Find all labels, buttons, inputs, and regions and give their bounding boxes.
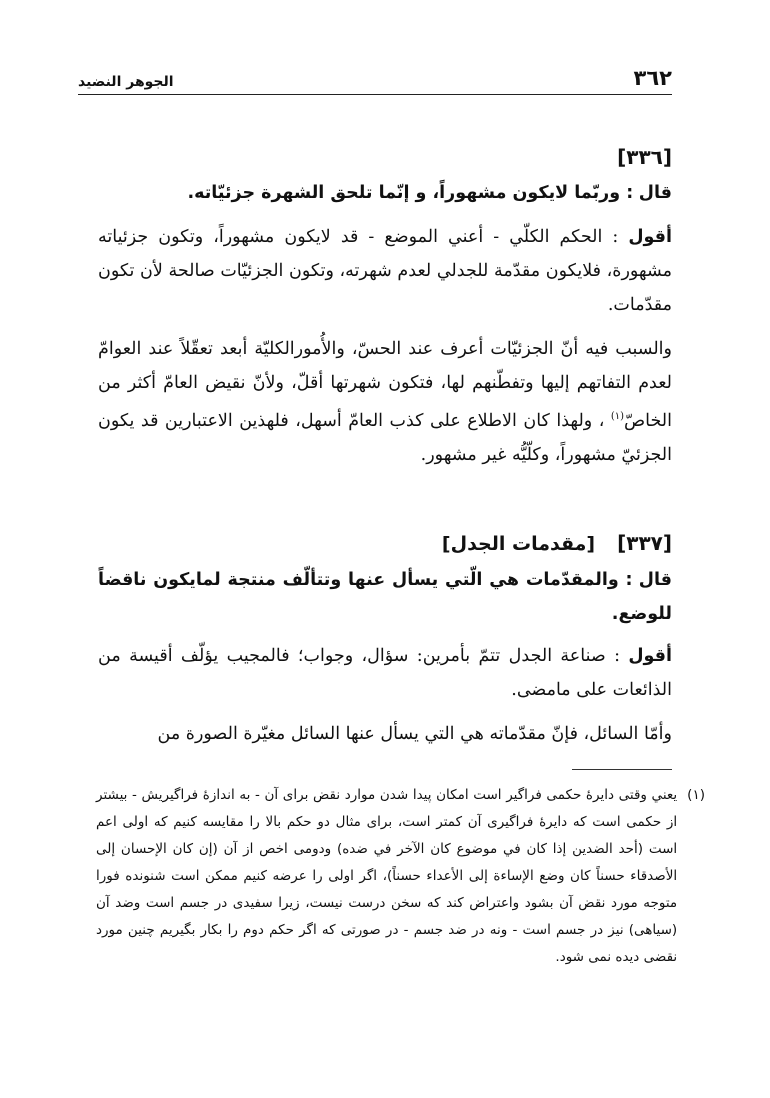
section-number: [٣٣٧]: [617, 531, 672, 555]
qala-label: قال: [638, 570, 672, 590]
section-heading: [98, 526, 672, 561]
continuation-text: وأمّا السائل، فإنّ مقدّماته هي التي يسأل عنها السائل مغيّرة الصورة من: [157, 724, 672, 744]
footnote-text: يعني وقتى دايرهٔ حكمى فراگير است امكان پيدا شدن موارد نقض براى آن - به اندازهٔ فراگيريش - بيشتر از حكمى است كه دايرهٔ فراگيرى آن كمتر است، براى مثال دو حكم بالا را مقايسه كنيم كه اولى اعم است (أحد الضدين إذا كان في موضوع كان الآخر في ضده) ودومى اخص از آن (إن كان الإحسان إلى الأصدقاء حسناً كان وضع الإساءة إلى الأعداء حسناً)، اگر اولى را عرضه كنيم ممكن است شنونده فورا متوجه مورد نقض آن بشود واعتراض كند كه سخن درست نيست، زيرا سفيدى در جسم است وضد آن (سياهى) نيز در جسم است - ونه در ضد جسم - در صورتى كه اگر حكم دوم را بكار بگيريم چنين مورد نقضى ديده نمى شود.: [96, 787, 678, 965]
matn-text: : والمقدّمات هي الّتي يسأل عنها وتتألّف منتجة لمايكون ناقضاً للوضع.: [98, 570, 672, 624]
section-number: [٣٣٦]: [617, 145, 672, 169]
matn-paragraph: [98, 176, 672, 210]
commentary-paragraph: [98, 639, 672, 707]
page-number: ٣٦٢: [633, 66, 672, 90]
commentary-text: : الحكم الكلّي - أعني الموضع - قد لايكون مشهوراً، وتكون جزئياته مشهورة، فلايكون مقدّمة للجدلي لعدم شهرته، وتكون الجزئيّات صالحة لأن تكون مقدّمات.: [98, 227, 672, 315]
section-336: [98, 140, 672, 472]
explanation-text-part1: والسبب فيه أنّ الجزئيّات أعرف عند الحسّ، والأُمورالكليّة أبعد تعقّلاً عند العوامّ لعدم التفاتهم إليها وتفطّنهم لها، فتكون شهرتها أقلّ، ولأنّ نقيض العامّ أكثر من الخاصّ: [98, 339, 672, 431]
explanation-text-part2: ، ولهذا كان الاطلاع على كذب العامّ أسهل، فلهذين الاعتبارين قد يكون الجزئيّ مشهوراً، وكلّيُّه غير مشهور.: [98, 410, 672, 465]
explanation-paragraph: [98, 332, 672, 472]
page-header: [78, 62, 672, 95]
footnote-divider: [572, 769, 672, 770]
matn-paragraph: [98, 563, 672, 631]
qala-label: قال: [638, 183, 672, 203]
aqulu-label: أقول: [628, 646, 672, 666]
section-337: [98, 526, 672, 751]
footnote-marker: (١): [687, 787, 705, 803]
footnote: [96, 782, 705, 971]
commentary-text: : صناعة الجدل تتمّ بأمرين: سؤال، وجواب؛ فالمجيب يؤلّف أقيسة من الذائعات على مامضى.: [98, 646, 672, 700]
running-title: الجوهر النضيد: [78, 74, 174, 90]
aqulu-label: أقول: [628, 227, 672, 247]
footnote-reference: (١): [610, 411, 624, 422]
commentary-paragraph: [98, 220, 672, 322]
continuation-paragraph: [98, 717, 672, 751]
matn-text: : وربّما لايكون مشهوراً، و إنّما تلحق الشهرة جزئيّاته.: [187, 183, 634, 203]
section-title: [مقدمات الجدل]: [441, 533, 596, 555]
